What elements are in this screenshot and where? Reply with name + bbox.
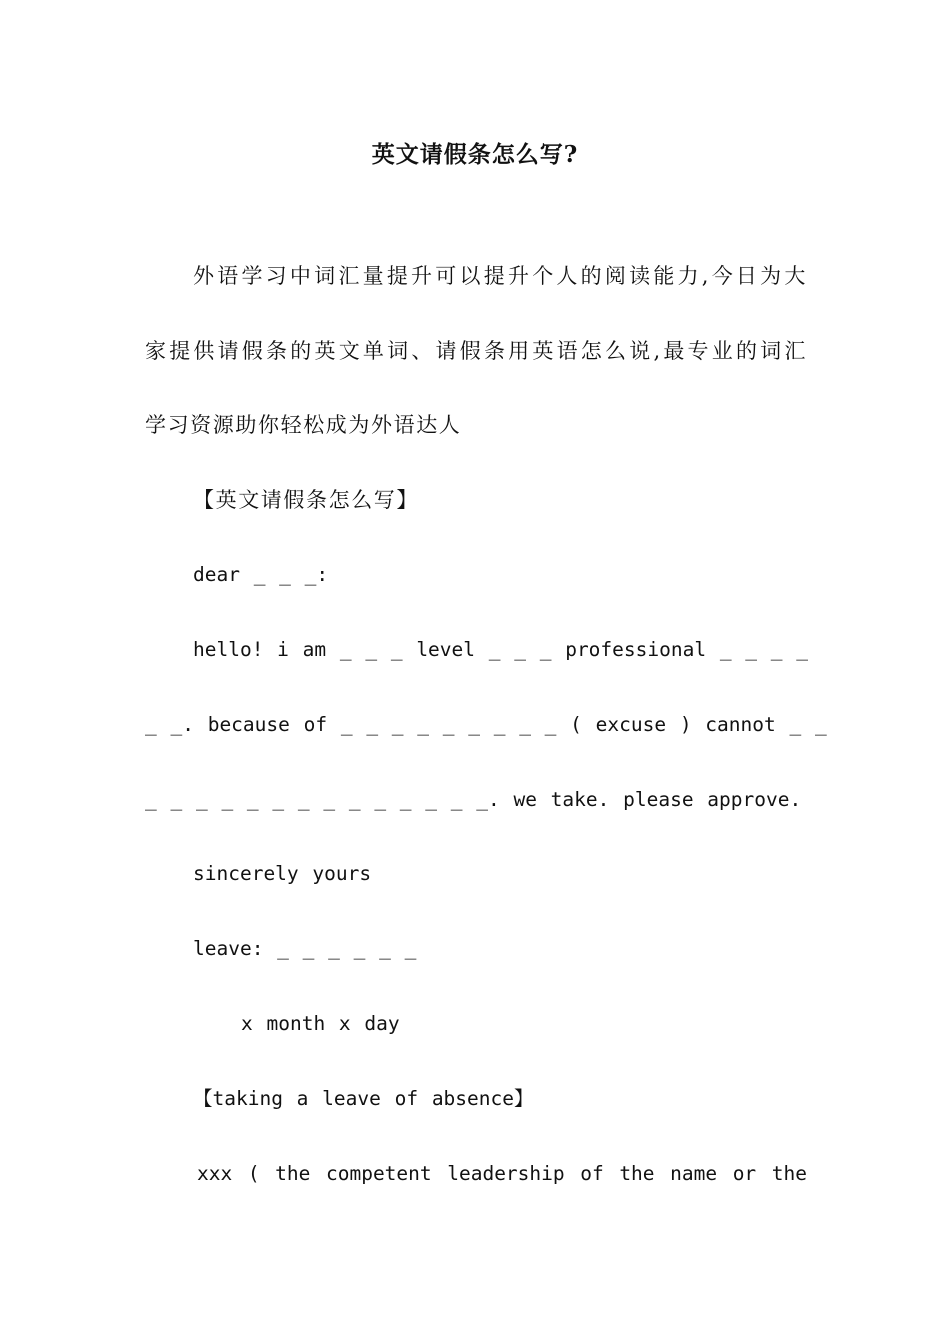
letter-salutation: dear _ _ _:	[193, 563, 329, 586]
paragraph-line-2: 家提供请假条的英文单词、请假条用英语怎么说,最专业的词汇	[145, 339, 807, 363]
letter-body-line-1: hello! i am _ _ _ level _ _ _ professional _ _ _ _	[193, 638, 808, 661]
letter-body-line-3: _ _ _ _ _ _ _ _ _ _ _ _ _ _. we take. please approve.	[145, 788, 802, 811]
paragraph-line-3: 学习资源助你轻松成为外语达人	[145, 413, 462, 437]
section-heading-leave-note: 【英文请假条怎么写】	[193, 488, 419, 512]
document-title: 英文请假条怎么写?	[371, 141, 579, 168]
paragraph-line-1: 外语学习中词汇量提升可以提升个人的阅读能力,今日为大	[193, 264, 807, 288]
letter-date: x month x day	[241, 1012, 400, 1035]
letter-closing: sincerely yours	[193, 862, 372, 885]
section-heading-absence: 【taking a leave of absence】	[193, 1087, 534, 1110]
letter-signature: leave: _ _ _ _ _ _	[193, 937, 417, 960]
absence-body-line-1: xxx ( the competent leadership of the name or the	[197, 1162, 807, 1185]
letter-body-line-2: _ _. because of _ _ _ _ _ _ _ _ _ ( excuse ) cannot _ _	[145, 713, 827, 736]
